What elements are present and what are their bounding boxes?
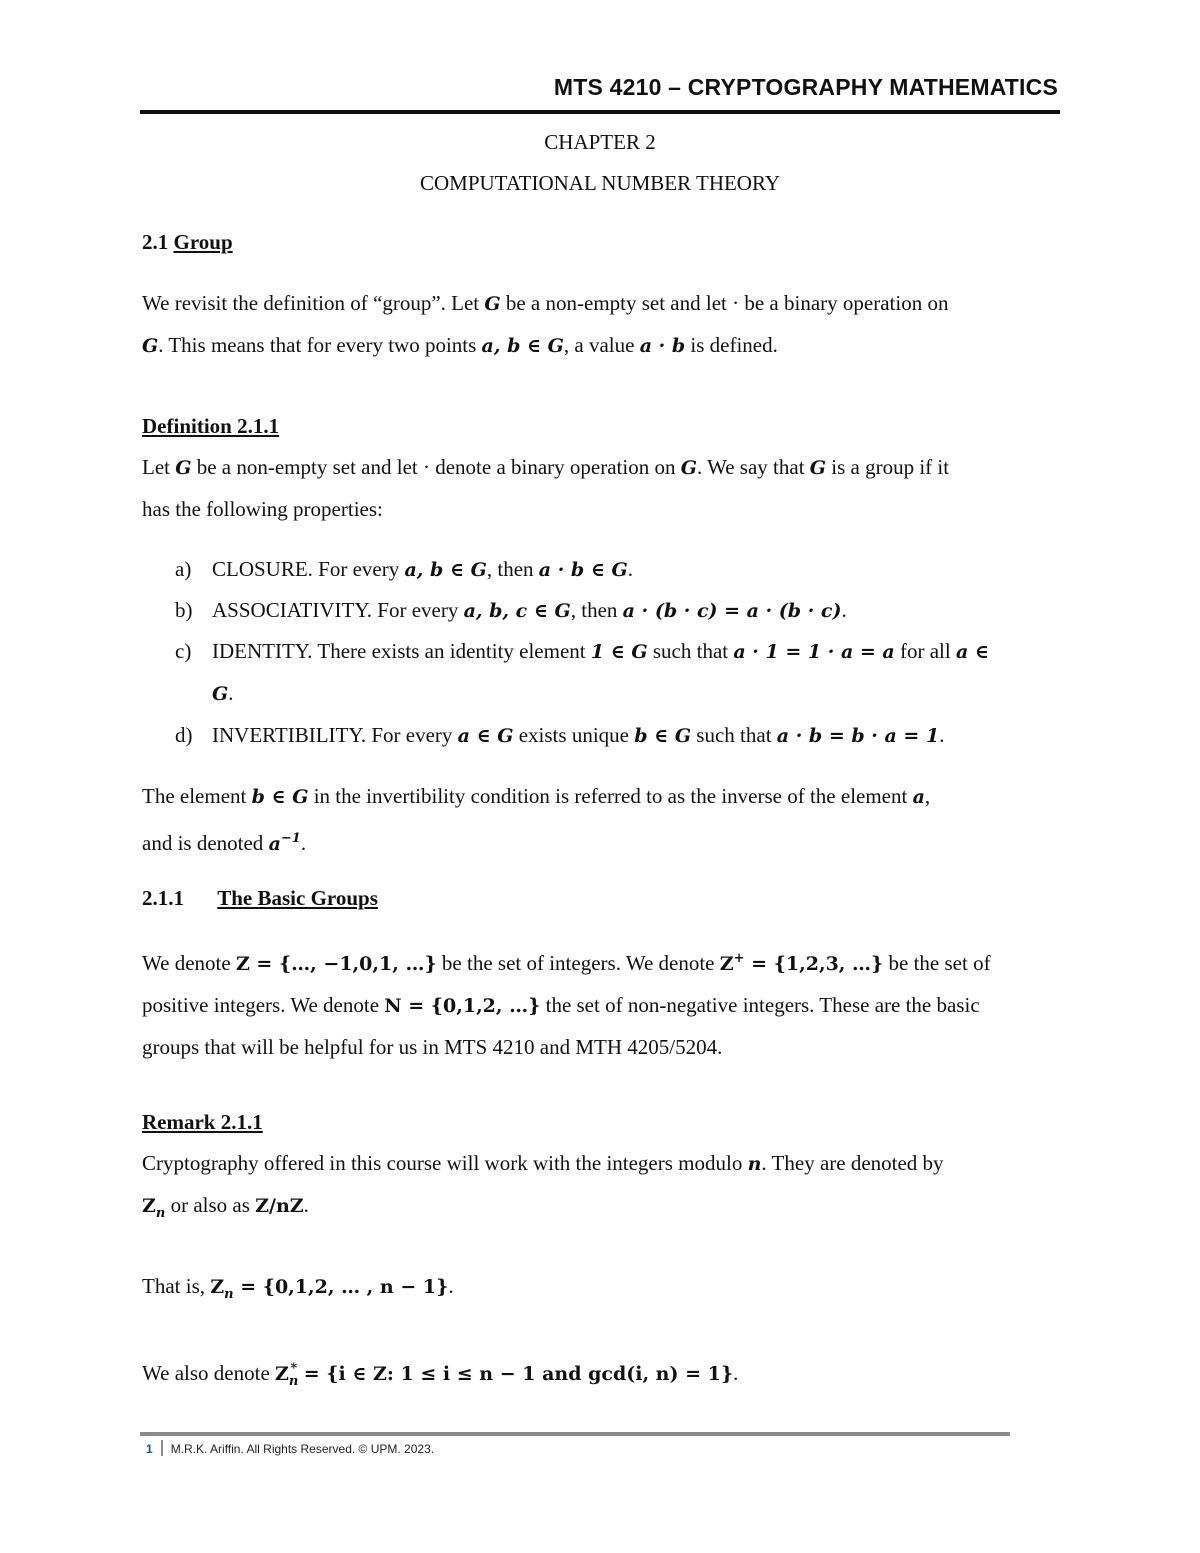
text: in the invertibility condition is referred to as the inverse of the element: [308, 784, 913, 808]
text: be a non-empty set and let · be a binary operation on: [500, 291, 949, 315]
text: Cryptography offered in this course will work with the integers modulo: [142, 1151, 748, 1175]
chapter-label: CHAPTER 2: [544, 130, 656, 154]
intro-paragraph: [142, 283, 1062, 367]
text: positive integers. We denote: [142, 993, 385, 1017]
math: Z: [275, 1363, 289, 1385]
math: a, b ∈ G: [481, 335, 564, 357]
list-label: b): [175, 598, 193, 622]
footer-separator: [161, 1440, 163, 1456]
math: = {i ∈ Z: 1 ≤ i ≤ n − 1 and gcd(i, n) = 1}: [297, 1363, 734, 1385]
math: a ∈: [955, 641, 989, 663]
math: G: [212, 683, 229, 705]
text: .: [733, 1361, 739, 1385]
remark-line-2: [142, 1185, 1062, 1234]
text: We denote: [142, 951, 236, 975]
math-superscript: −1: [280, 831, 301, 846]
copyright-text: M.R.K. Ariffin. All Rights Reserved. © UPM. 2023.: [170, 1442, 435, 1456]
math: G: [142, 335, 159, 357]
text: .: [939, 723, 945, 747]
also-denote-line: [142, 1348, 1062, 1402]
page-number: 1: [146, 1442, 153, 1456]
text: , a value: [563, 333, 640, 357]
text: . We say that: [696, 455, 810, 479]
text: be a non-empty set and let · denote a binary operation on: [191, 455, 681, 479]
text: .: [448, 1274, 454, 1298]
chapter-title: COMPUTATIONAL NUMBER THEORY: [419, 171, 780, 195]
text: ASSOCIATIVITY. For every: [212, 598, 464, 622]
text: or also as: [165, 1193, 256, 1217]
text: .: [627, 557, 633, 581]
basic-groups-paragraph: [142, 938, 1062, 1068]
text: ,: [924, 784, 931, 808]
text: be the set of integers. We denote: [436, 951, 720, 975]
inverse-paragraph: [142, 776, 1062, 865]
math: a · b: [639, 335, 686, 357]
course-title: MTS 4210 – CRYPTOGRAPHY MATHEMATICS: [553, 74, 1058, 100]
section-number: 2.1.1: [142, 886, 184, 910]
math: Z/nZ: [255, 1195, 304, 1217]
intro-line-2: [142, 325, 1062, 367]
text: such that: [647, 639, 734, 663]
section-number: 2.1: [142, 230, 169, 254]
definition-line-2: has the following properties:: [142, 497, 383, 521]
math: a: [912, 786, 925, 808]
text: IDENTITY. There exists an identity element: [212, 639, 591, 663]
math: G: [484, 293, 501, 315]
definition-heading: Definition 2.1.1: [142, 414, 280, 438]
math-superscript: +: [733, 951, 745, 966]
math: Z: [142, 1195, 156, 1217]
math: 1 ∈ G: [590, 641, 648, 663]
text: be the set of: [883, 951, 991, 975]
remark-body: [142, 1143, 1062, 1234]
text: exists unique: [513, 723, 635, 747]
math: Z: [719, 953, 734, 975]
text: is a group if it: [826, 455, 950, 479]
math: n: [747, 1153, 762, 1175]
math: = {1,2,3, …}: [744, 953, 884, 975]
text: Let: [142, 455, 176, 479]
basic-line-2: [142, 985, 1062, 1027]
basic-line-3: groups that will be helpful for us in MTS 4210 and MTH 4205/5204.: [142, 1035, 723, 1059]
intro-line-1: [142, 283, 1062, 325]
math: a · 1 = 1 · a = a: [733, 641, 895, 663]
math: G: [680, 457, 697, 479]
that-is-line: [142, 1266, 1062, 1315]
text: the set of non-negative integers. These are the basic: [540, 993, 980, 1017]
remark-heading: Remark 2.1.1: [142, 1110, 263, 1134]
math: a: [268, 833, 281, 855]
inverse-line-2: [142, 818, 1062, 865]
text: for all: [894, 639, 956, 663]
text: . This means that for every two points: [158, 333, 482, 357]
definition-body: [142, 447, 1062, 530]
text: .: [303, 1193, 309, 1217]
math-subscript: n: [155, 1206, 166, 1222]
math: a · (b · c) = a · (b · c): [622, 600, 842, 622]
math: a ∈ G: [457, 725, 514, 747]
text: , then: [486, 557, 539, 581]
math: Z = {…, −1,0,1, …}: [235, 953, 437, 975]
footer-rule: [140, 1432, 1010, 1436]
section-title: The Basic Groups: [217, 886, 378, 910]
text: .: [228, 681, 234, 705]
text: . They are denoted by: [761, 1151, 944, 1175]
math-subscript: n: [288, 1374, 299, 1390]
math: N = {0,1,2, …}: [384, 995, 541, 1017]
text: The element: [142, 784, 252, 808]
math: a · b = b · a = 1: [776, 725, 940, 747]
text: .: [841, 598, 847, 622]
math: Z: [210, 1276, 225, 1298]
math: a, b ∈ G: [404, 559, 487, 581]
text: We revisit the definition of “group”. Let: [142, 291, 485, 315]
text: That is,: [142, 1274, 211, 1298]
text: and is denoted: [142, 831, 269, 855]
math: a · b ∈ G: [538, 559, 628, 581]
math: b ∈ G: [251, 786, 309, 808]
math-superscript: *: [290, 1361, 298, 1376]
section-2-1-heading: [142, 230, 233, 255]
math: b ∈ G: [634, 725, 692, 747]
text: We also denote: [142, 1361, 276, 1385]
footer: [146, 1440, 434, 1456]
math: a, b, c ∈ G: [463, 600, 571, 622]
inverse-line-1: [142, 776, 1062, 818]
text: , then: [570, 598, 623, 622]
text: is defined.: [685, 333, 778, 357]
math: = {0,1,2, … , n − 1}: [233, 1276, 449, 1298]
section-title: Group: [173, 230, 233, 254]
section-2-1-1-heading: [142, 886, 378, 911]
text: such that: [691, 723, 777, 747]
remark-line-1: [142, 1143, 1062, 1185]
list-label: d): [175, 723, 193, 747]
math: G: [809, 457, 827, 479]
definition-line-1: [142, 447, 1062, 489]
text: .: [300, 831, 307, 855]
basic-line-1: [142, 938, 1062, 985]
list-label: a): [175, 557, 192, 581]
text: INVERTIBILITY. For every: [212, 723, 458, 747]
list-label: c): [175, 639, 192, 663]
math: G: [175, 457, 192, 479]
math-subscript: n: [224, 1287, 234, 1303]
text: CLOSURE. For every: [212, 557, 405, 581]
header-rule: [140, 110, 1060, 114]
